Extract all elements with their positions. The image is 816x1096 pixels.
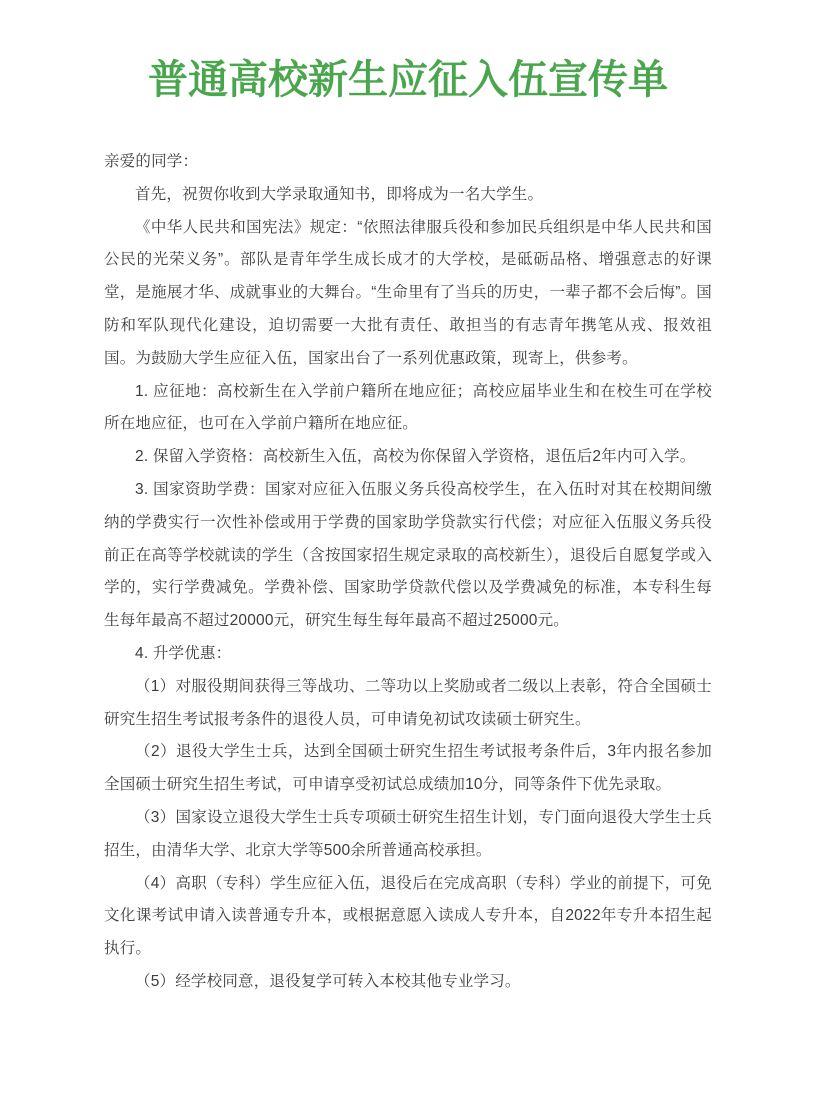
paragraph-item-4-sub-2: （2）退役大学生士兵，达到全国硕士研究生招生考试报考条件后，3年内报名参加全国硕士研究生招生考试，可申请享受初试总成绩加10分，同等条件下优先录取。 [104,743,712,794]
paragraph-item-4-sub-5: （5）经学校同意，退役复学可转入本校其他专业学习。 [135,972,521,990]
page-title: 普通高校新生应征入伍宣传单 [148,57,668,102]
salutation-line: 亲爱的同学： [104,153,199,170]
paragraph-intro-congrats: 首先，祝贺你收到大学录取通知书，即将成为一名大学生。 [135,185,544,203]
paragraph-item-3-tuition-subsidy: 3. 国家资助学费：国家对应征入伍服义务兵役高校学生，在入伍时对其在校期间缴纳的学费实行一次性补偿或用于学费的国家助学贷款实行代偿；对应征入伍服义务兵役前正在高等学校就读的学生（含按国家招生规定录取的高校新生），退役后自愿复学或入学的，实行学费减免。学费补偿、国家助学贷款代偿以及学费减免的标准，本专科生每生每年最高不超过20000元，研究生每生每年最高不超过25000元。 [104,480,712,630]
flyer-body [104,146,712,999]
paragraph-item-4-sub-4: （4）高职（专科）学生应征入伍，退役后在完成高职（专科）学业的前提下，可免文化课考试申请入读普通专升本，或根据意愿入读成人专升本，自2022年专升本招生起执行。 [104,874,712,958]
paragraph-item-1-enlist-place: 1. 应征地：高校新生在入学前户籍所在地应征；高校应届毕业生和在校生可在学校所在地应征，也可在入学前户籍所在地应征。 [104,382,712,433]
paragraph-item-4-sub-3: （3）国家设立退役大学生士兵专项硕士研究生招生计划，专门面向退役大学生士兵招生，由清华大学、北京大学等500余所普通高校承担。 [104,808,712,859]
paragraph-item-4-sub-1: （1）对服役期间获得三等战功、二等功以上奖励或者二级以上表彰，符合全国硕士研究生招生考试报考条件的退役人员，可申请免初试攻读硕士研究生。 [104,677,712,728]
paragraph-item-4-study-benefits: 4. 升学优惠： [135,644,232,662]
paragraph-item-2-keep-admission: 2. 保留入学资格：高校新生入伍，高校为你保留入学资格，退伍后2年内可入学。 [135,448,696,466]
paragraph-constitution: 《中华人民共和国宪法》规定：“依照法律服兵役和参加民兵组织是中华人民共和国公民的光荣义务”。部队是青年学生成长成才的大学校，是砥砺品格、增强意志的好课堂，是施展才华、成就事业的大舞台。“生命里有了当兵的历史，一辈子都不会后悔”。国防和军队现代化建设，迫切需要一大批有责任、敢担当的有志青年携笔从戎、报效祖国。为鼓励大学生应征入伍，国家出台了一系列优惠政策，现寄上，供参考。 [104,218,712,367]
